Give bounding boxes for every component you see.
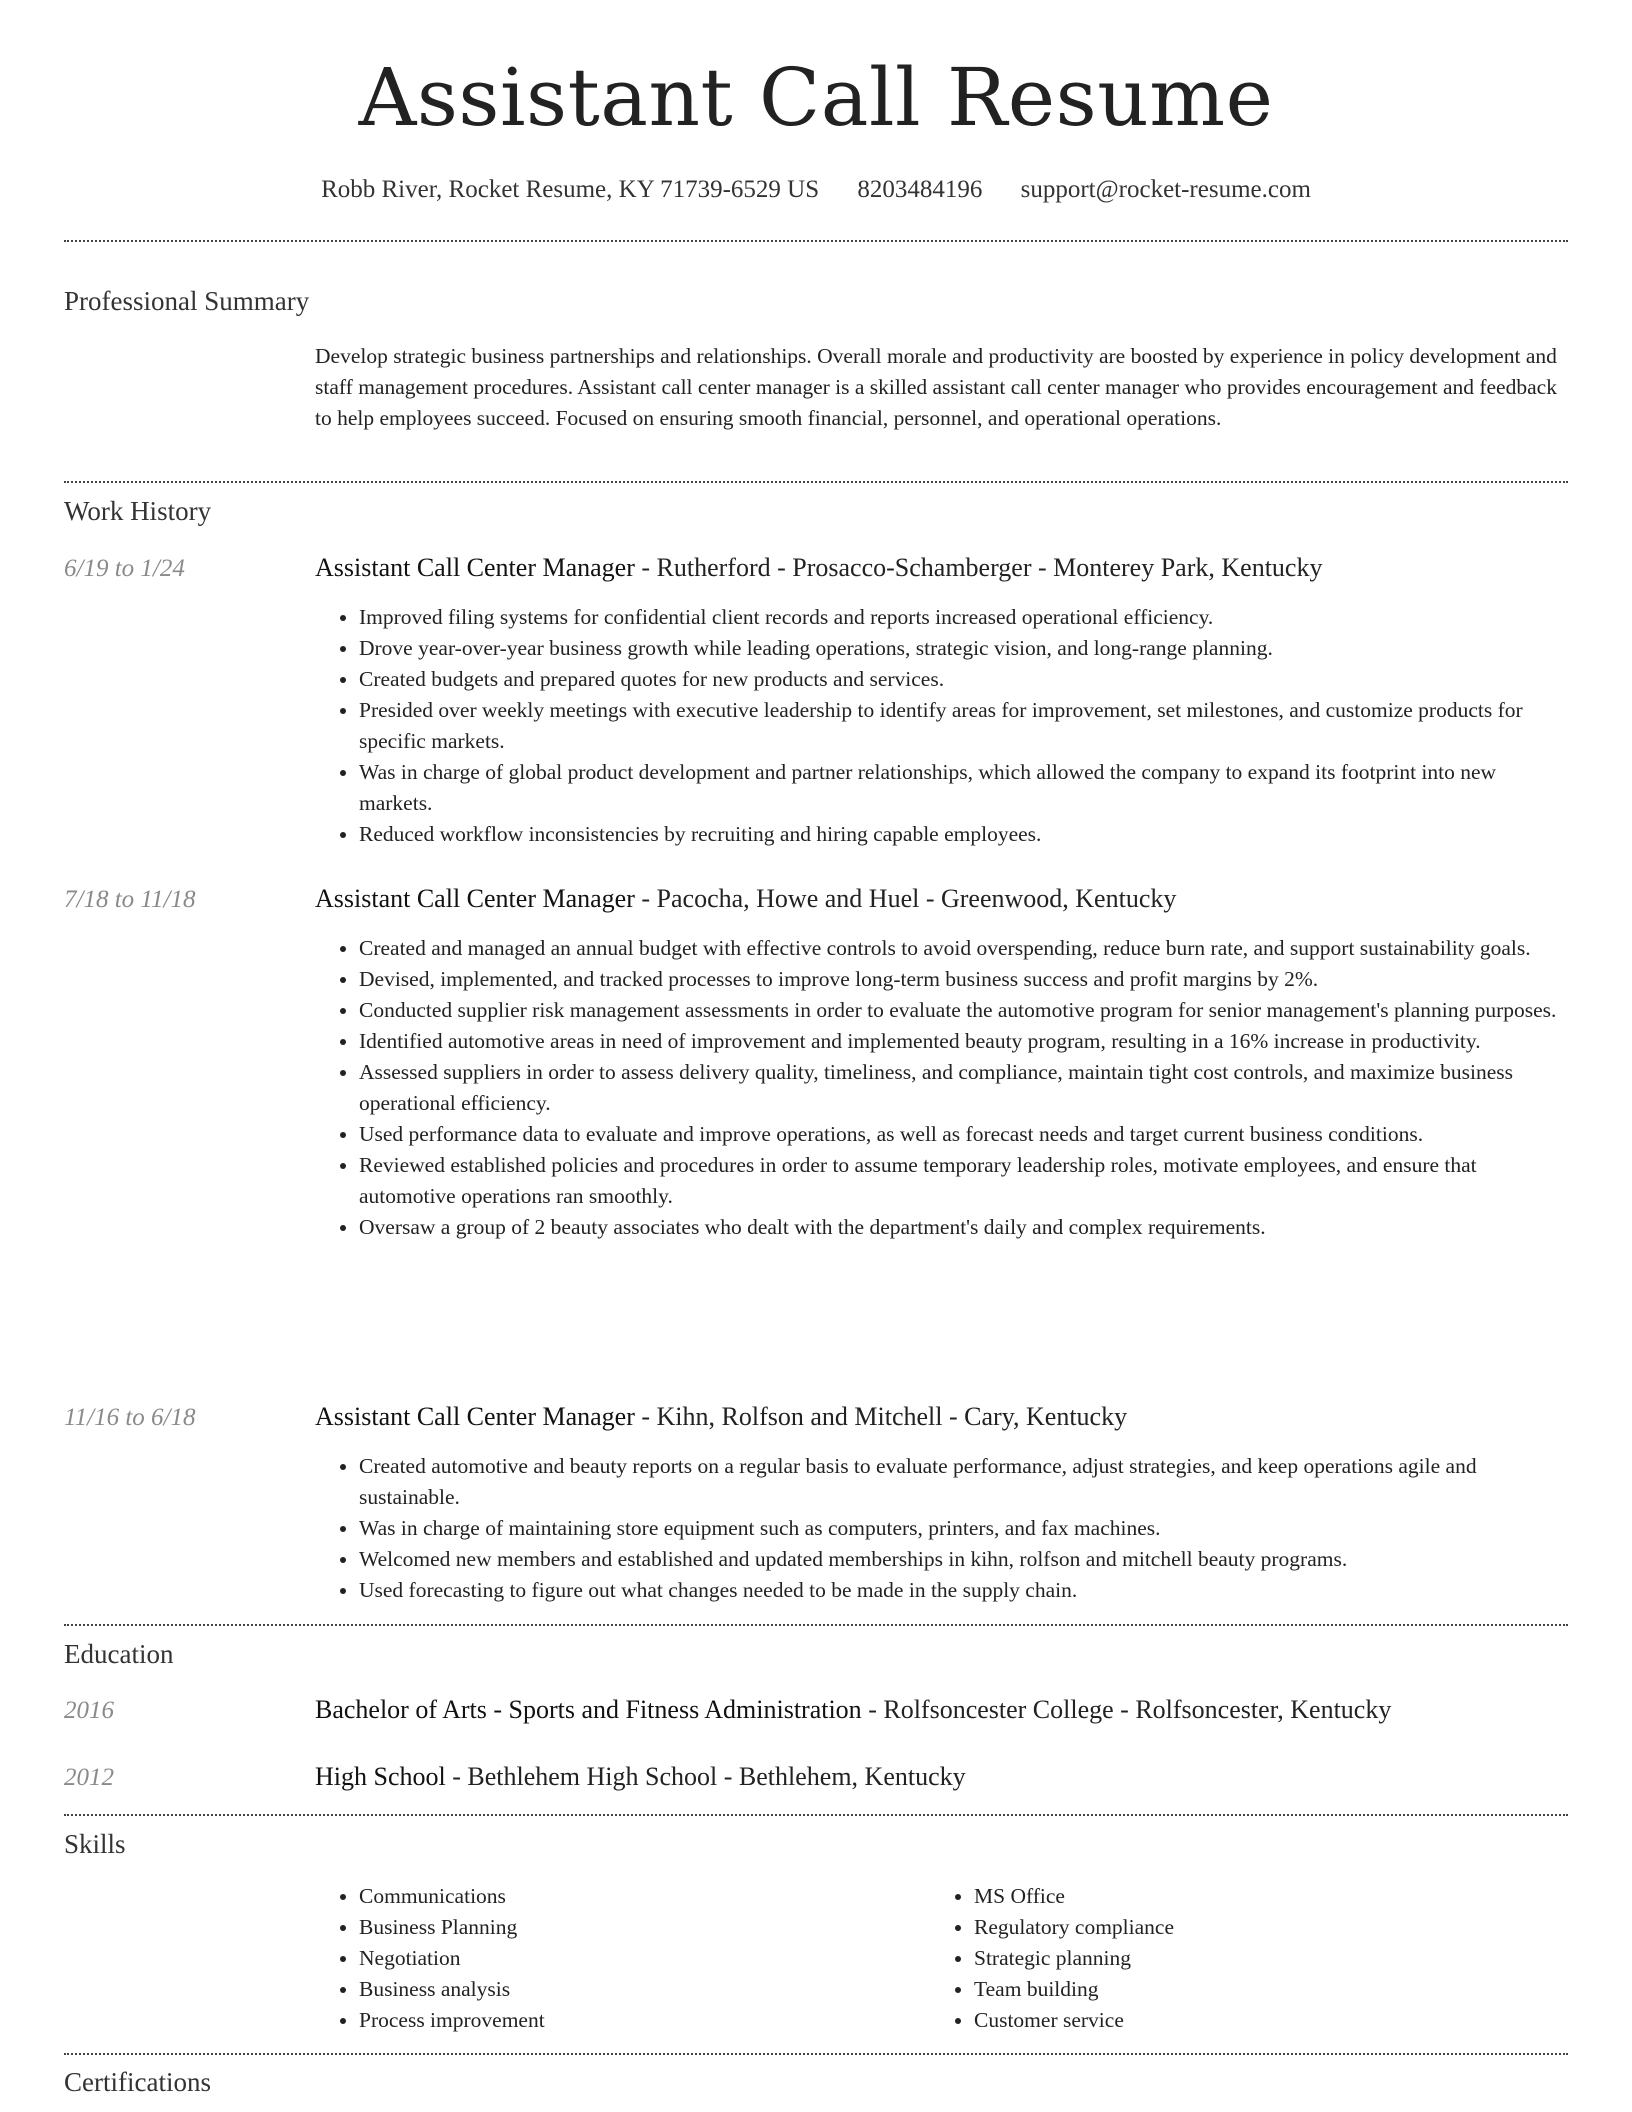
skill-item: • Business analysis xyxy=(359,1974,875,2005)
certifications-heading: Certifications xyxy=(64,2067,211,2097)
contact-phone: 8203484196 xyxy=(857,176,983,203)
education-year: 2016 xyxy=(64,1697,114,1724)
summary-heading: Professional Summary xyxy=(64,286,310,316)
skill-item: • Strategic planning xyxy=(974,1943,1490,1974)
job-bullets xyxy=(315,1451,1565,1606)
list-item: • Was in charge of global product development and partner relationships, which allowed the company to expand its footprint into new markets. xyxy=(359,757,1565,819)
list-item: • Conducted supplier risk management assessments in order to evaluate the automotive program for senior management's planning purposes. xyxy=(359,995,1565,1026)
education-entry xyxy=(315,1759,1575,1795)
job-dates: 7/18 to 11/18 xyxy=(64,886,196,913)
job-details: - Pacocha, Howe and Huel - Greenwood, Kentucky xyxy=(634,884,1177,913)
list-item: • Created automotive and beauty reports on a regular basis to evaluate performance, adjust strategies, and keep operations agile and sustainable. xyxy=(359,1451,1565,1513)
list-item: • Reviewed established policies and procedures in order to assume temporary leadership roles, motivate employees, and ensure that automotive operations ran smoothly. xyxy=(359,1150,1565,1212)
job-title xyxy=(315,881,1575,917)
job-dates: 11/16 to 6/18 xyxy=(64,1404,196,1431)
list-item: • Drove year-over-year business growth while leading operations, strategic vision, and long-range planning. xyxy=(359,633,1565,664)
section-divider xyxy=(64,240,1568,242)
education-details: - Bethlehem High School - Bethlehem, Kentucky xyxy=(445,1762,966,1791)
job-bullets xyxy=(315,933,1565,1243)
education-entry xyxy=(315,1692,1575,1728)
skills-heading: Skills xyxy=(64,1829,126,1859)
list-item: • Presided over weekly meetings with executive leadership to identify areas for improvement, set milestones, and customize products for specific markets. xyxy=(359,695,1565,757)
skills-list-left xyxy=(315,1881,875,2036)
list-item: • Welcomed new members and established and updated memberships in kihn, rolfson and mitchell beauty programs. xyxy=(359,1544,1565,1575)
job-title xyxy=(315,550,1575,586)
job-role: Assistant Call Center Manager xyxy=(315,884,635,913)
list-item: • Reduced workflow inconsistencies by recruiting and hiring capable employees. xyxy=(359,819,1565,850)
skills-list-right xyxy=(930,1881,1490,2036)
job-details: - Kihn, Rolfson and Mitchell - Cary, Kentucky xyxy=(634,1402,1128,1431)
list-item: • Devised, implemented, and tracked processes to improve long-term business success and profit margins by 2%. xyxy=(359,964,1565,995)
work-history-heading: Work History xyxy=(64,496,212,526)
section-divider xyxy=(64,481,1568,483)
list-item: • Improved filing systems for confidential client records and reports increased operational efficiency. xyxy=(359,602,1565,633)
skill-item: • Regulatory compliance xyxy=(974,1912,1490,1943)
list-item: • Was in charge of maintaining store equipment such as computers, printers, and fax machines. xyxy=(359,1513,1565,1544)
education-year: 2012 xyxy=(64,1764,114,1791)
list-item: • Created and managed an annual budget with effective controls to avoid overspending, reduce burn rate, and support sustainability goals. xyxy=(359,933,1565,964)
job-details: - Rutherford - Prosacco-Schamberger - Monterey Park, Kentucky xyxy=(634,553,1323,582)
skill-item: • Negotiation xyxy=(359,1943,875,1974)
skill-item: • Communications xyxy=(359,1881,875,1912)
contact-address: Robb River, Rocket Resume, KY 71739-6529 US xyxy=(321,176,820,203)
education-details: - Rolfsoncester College - Rolfsoncester, Kentucky xyxy=(861,1695,1392,1724)
resume-title: Assistant Call Resume xyxy=(358,51,1274,144)
skill-item: • MS Office xyxy=(974,1881,1490,1912)
skill-item: • Business Planning xyxy=(359,1912,875,1943)
list-item: • Used forecasting to figure out what changes needed to be made in the supply chain. xyxy=(359,1575,1565,1606)
job-bullets xyxy=(315,602,1565,850)
job-role: Assistant Call Center Manager xyxy=(315,553,635,582)
skill-item: • Customer service xyxy=(974,2005,1490,2036)
section-divider xyxy=(64,2053,1568,2055)
list-item: • Created budgets and prepared quotes for new products and services. xyxy=(359,664,1565,695)
section-divider xyxy=(64,1624,1568,1626)
list-item: • Oversaw a group of 2 beauty associates who dealt with the department's daily and complex requirements. xyxy=(359,1212,1565,1243)
job-title xyxy=(315,1399,1575,1435)
list-item: • Identified automotive areas in need of improvement and implemented beauty program, resulting in a 16% increase in productivity. xyxy=(359,1026,1565,1057)
list-item: • Assessed suppliers in order to assess delivery quality, timeliness, and compliance, maintain tight cost controls, and maximize business operational efficiency. xyxy=(359,1057,1565,1119)
education-heading: Education xyxy=(64,1639,174,1669)
education-degree: Bachelor of Arts - Sports and Fitness Administration xyxy=(315,1695,862,1724)
contact-line xyxy=(0,170,1632,210)
list-item: • Used performance data to evaluate and improve operations, as well as forecast needs and target current business conditions. xyxy=(359,1119,1565,1150)
summary-text: Develop strategic business partnerships and relationships. Overall morale and productivity are boosted by experience in policy development and staff management procedures. Assistant call center manager is a skilled assistant call center manager who provides encouragement and feedback to help employees succeed. Focused on ensuring smooth financial, personnel, and operational operations. xyxy=(315,344,1557,430)
skill-item: • Team building xyxy=(974,1974,1490,2005)
section-divider xyxy=(64,1814,1568,1816)
contact-email[interactable]: support@rocket-resume.com xyxy=(1020,176,1311,203)
skill-item: • Process improvement xyxy=(359,2005,875,2036)
job-role: Assistant Call Center Manager xyxy=(315,1402,635,1431)
education-degree: High School xyxy=(315,1762,446,1791)
job-dates: 6/19 to 1/24 xyxy=(64,555,185,582)
